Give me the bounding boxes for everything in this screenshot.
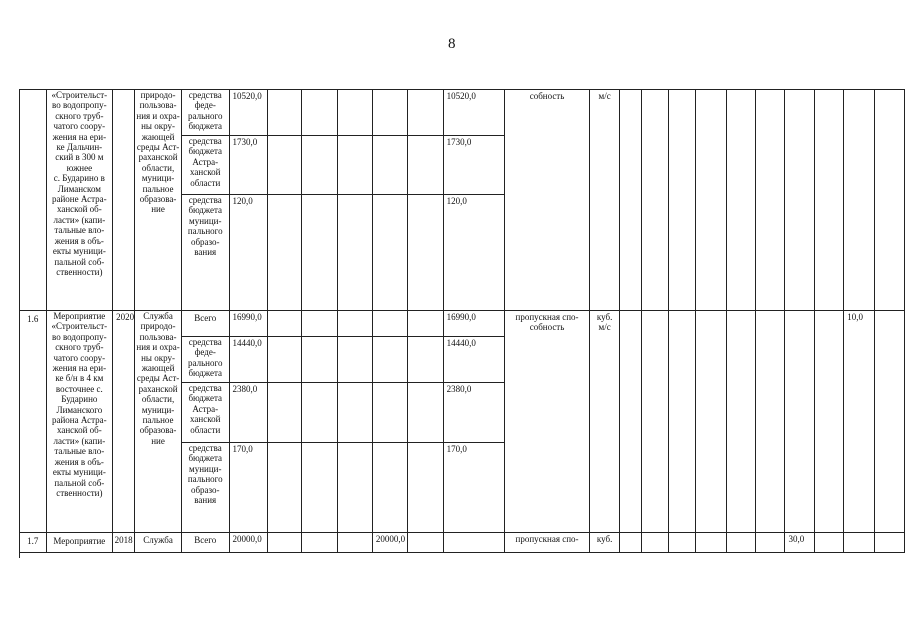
measure-name-cell: Мероприятие (46, 533, 113, 553)
text-line: во водопропу- (52, 100, 107, 111)
text-line: области, (141, 394, 175, 405)
text-line: ния и охра- (136, 110, 180, 121)
funding-source-cell (181, 383, 229, 443)
text-line: ский в 300 м (55, 152, 104, 163)
total-value: 10520,0 (229, 90, 268, 136)
text-line: вания (194, 495, 217, 506)
text-line: средства (188, 136, 222, 146)
funding-source-cell (181, 443, 229, 533)
total-value: 2380,0 (229, 383, 268, 443)
measure-name-cell (46, 311, 113, 533)
text-line: «Строительст- (51, 90, 108, 100)
year-cell: 2020 (113, 311, 135, 533)
text-line: вания (194, 247, 217, 258)
funding-source-cell (181, 195, 229, 311)
text-line: районе Астра- (52, 194, 107, 205)
text-line: чатого соору- (53, 121, 106, 132)
text-line: средства (188, 90, 222, 100)
text-line: муници- (189, 215, 222, 226)
target-value: 10,0 (844, 311, 875, 533)
text-line: бюджета (188, 453, 223, 464)
text-line: феде- (194, 100, 216, 111)
text-line: пользова- (139, 100, 177, 111)
text-line: пальное (142, 415, 174, 426)
text-line: тальные вло- (54, 225, 105, 236)
text-line: области, (141, 162, 175, 173)
text-line: средства (188, 383, 222, 393)
text-line: жения в объ- (54, 456, 104, 467)
text-line: муници- (189, 463, 222, 474)
row-num-cell: 1.6 (20, 311, 47, 533)
text-line: куб. (596, 312, 613, 322)
indicator-cell: собность (504, 90, 590, 311)
text-line: жения на ери- (52, 363, 107, 374)
text-line: пального (187, 226, 223, 237)
text-line: средства (188, 337, 222, 347)
text-line: скного труб- (55, 110, 104, 121)
text-line: во водопропу- (52, 331, 107, 342)
row-num-cell (20, 90, 47, 311)
executor-cell: Служба (135, 533, 182, 553)
value-2020: 170,0 (443, 443, 504, 533)
value-2020: 16990,0 (443, 311, 504, 337)
text-line: образова- (139, 194, 177, 205)
text-line: образо- (190, 236, 220, 247)
text-line: чатого соору- (53, 352, 106, 363)
total-value: 170,0 (229, 443, 268, 533)
text-line: скного труб- (55, 342, 104, 353)
executor-cell (135, 311, 182, 533)
value-2020: 10520,0 (443, 90, 504, 136)
text-line: ханской (190, 414, 221, 425)
text-line: природо- (140, 321, 176, 332)
total-value: 16990,0 (229, 311, 268, 337)
target-value: 30,0 (785, 533, 815, 553)
text-line: раханской (138, 383, 178, 394)
text-line: рального (188, 110, 223, 121)
text-line: ханской об- (56, 204, 102, 215)
text-line: ние (151, 435, 165, 446)
text-line: среды Аст- (136, 373, 180, 384)
text-line: тальные вло- (54, 446, 105, 457)
text-line: ханской об- (56, 425, 102, 436)
text-line: ханской (190, 167, 221, 178)
text-line: Астра- (192, 403, 219, 414)
text-line: рального (188, 357, 223, 368)
text-line: восточнее с. (55, 383, 103, 394)
text-line: пальное (142, 183, 174, 194)
text-line: среды Аст- (136, 142, 180, 153)
text-line: екты муници- (52, 246, 106, 257)
table-row (20, 533, 905, 553)
text-line: образо- (190, 484, 220, 495)
text-line: Мероприятие (53, 311, 106, 321)
text-line: жения на ери- (52, 131, 107, 142)
text-line: ны окру- (141, 352, 175, 363)
text-line: екты муници- (52, 467, 106, 478)
text-line: бюджета (188, 146, 223, 157)
total-value: 1730,0 (229, 136, 268, 195)
row-num-cell: 1.7 (20, 533, 47, 553)
text-line: раханской (138, 152, 178, 163)
executor-cell (135, 90, 182, 311)
text-line: феде- (194, 347, 216, 358)
text-line: пропускная спо- (515, 312, 579, 322)
text-line: м/с (598, 322, 611, 333)
text-line: образова- (139, 425, 177, 436)
unit-cell: м/с (590, 90, 620, 311)
text-line: ласти» (капи- (53, 435, 106, 446)
total-value: 14440,0 (229, 337, 268, 383)
text-line: с. Бударино в (53, 173, 105, 184)
program-table (19, 89, 905, 553)
unit-cell (590, 311, 620, 533)
total-value: 120,0 (229, 195, 268, 311)
funding-source-cell (181, 90, 229, 136)
text-line: муници- (141, 173, 175, 184)
funding-total-label: Всего (181, 533, 229, 553)
value-2020: 1730,0 (443, 136, 504, 195)
text-line: ния и охра- (136, 342, 180, 353)
text-line: района Астра- (52, 415, 107, 426)
text-line: жающей (141, 131, 175, 142)
text-line: пального (187, 474, 223, 485)
text-line: Лиманского (56, 404, 103, 415)
value-2018: 20000,0 (372, 533, 407, 553)
year-cell: 2018 (113, 533, 135, 553)
text-line: пальной соб- (54, 477, 105, 488)
text-line: собность (529, 322, 565, 333)
text-line: ласти» (капи- (53, 214, 106, 225)
text-line: Лиманском (57, 183, 101, 194)
measure-name-cell (46, 90, 113, 311)
text-line: ственности) (56, 266, 103, 277)
value-2020: 14440,0 (443, 337, 504, 383)
value-2020: 2380,0 (443, 383, 504, 443)
table-row (20, 311, 905, 337)
text-line: жения в объ- (54, 235, 104, 246)
text-line: средства (188, 443, 222, 453)
text-line: природо- (140, 90, 176, 100)
text-line: бюджета (188, 205, 223, 216)
text-line: области (190, 177, 221, 188)
indicator-cell: пропускная спо- (504, 533, 590, 553)
text-line: бюджета (188, 393, 223, 404)
text-line: области (190, 424, 221, 435)
table-row (20, 90, 905, 136)
text-line: бюджета (188, 368, 223, 379)
text-line: ние (151, 204, 165, 215)
value-2020: 120,0 (443, 195, 504, 311)
unit-cell: куб. (590, 533, 620, 553)
text-line: жающей (141, 363, 175, 374)
text-line: ке Дальчин- (56, 142, 103, 153)
text-line: ны окру- (141, 121, 175, 132)
text-line: южнее (66, 162, 93, 173)
funding-source-cell (181, 337, 229, 383)
text-line: муници- (141, 404, 175, 415)
text-line: «Строительст- (51, 321, 108, 332)
funding-total-label: Всего (181, 311, 229, 337)
text-line: ке б/н в 4 км (55, 373, 104, 384)
total-value: 20000,0 (229, 533, 268, 553)
table-edge-line (19, 552, 20, 558)
text-line: пользова- (139, 331, 177, 342)
text-line: пальной соб- (54, 256, 105, 267)
text-line: Астра- (192, 156, 219, 167)
text-line: ственности) (56, 487, 103, 498)
text-line: Бударино (61, 394, 98, 405)
page-number: 8 (448, 36, 456, 52)
funding-source-cell (181, 136, 229, 195)
year-cell (113, 90, 135, 311)
text-line: бюджета (188, 121, 223, 132)
text-line: средства (188, 195, 222, 205)
text-line: Служба (143, 311, 173, 321)
indicator-cell (504, 311, 590, 533)
